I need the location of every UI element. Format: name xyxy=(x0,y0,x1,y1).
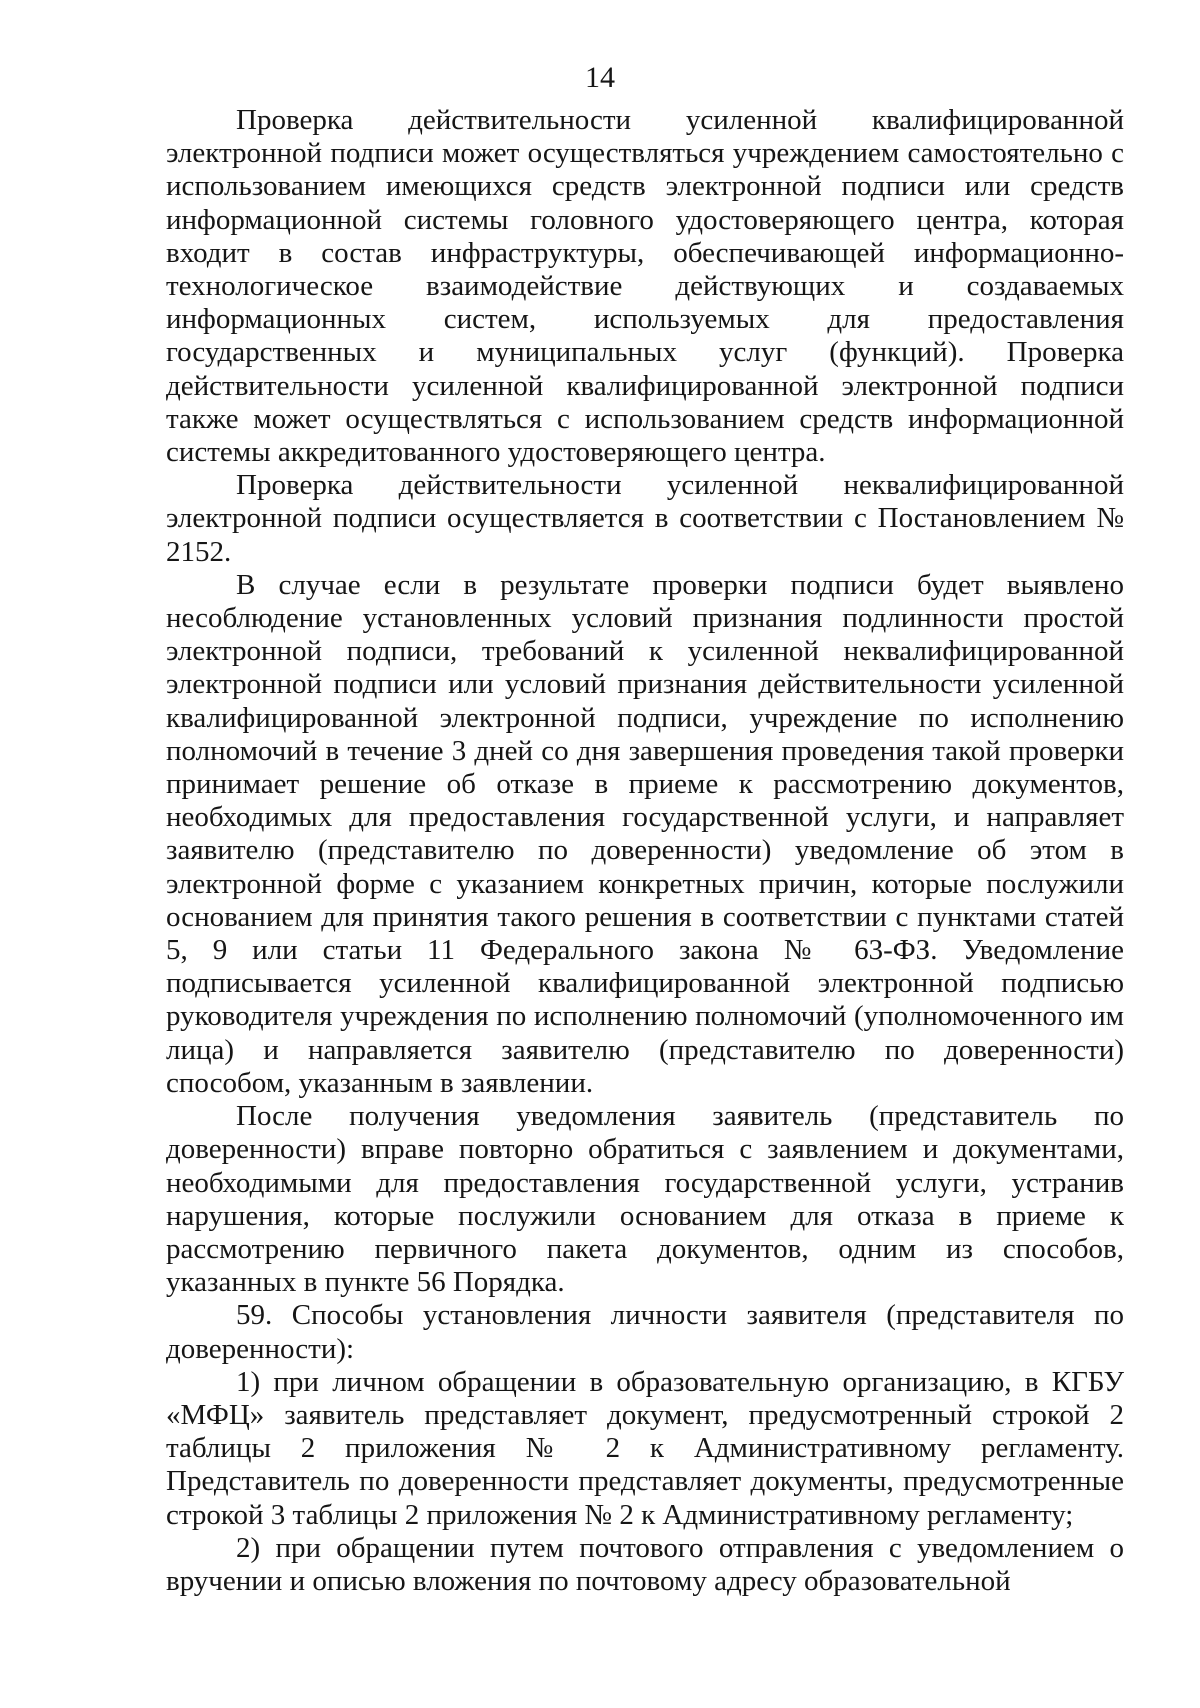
page-number: 14 xyxy=(585,61,615,94)
paragraph-verification-failure: В случае если в результате проверки подписи будет выявлено несоблюдение установленных условий признания подлинности простой электронной подписи, требований к усиленной неквалифицированной электронной подписи или условий признания действительности усиленной квалифицированной электронной подписи, учреждение по исполнению полномочий в течение 3 дней со дня завершения проведения такой проверки принимает решение об отказе в приеме к рассмотрению документов, необходимых для предоставления государственной услуги, и направляет заявителю (представителю по доверенности) уведомление об этом в электронной форме с указанием конкретных причин, которые послужили основанием для принятия такого решения в соответствии с пунктами статей 5, 9 или статьи 11 Федерального закона № 63-ФЗ. Уведомление подписывается усиленной квалифицированной электронной подписью руководителя учреждения по исполнению полномочий (уполномоченного им лица) и направляется заявителю (представителю по доверенности) способом, указанным в заявлении. xyxy=(166,568,1124,1099)
paragraph-item-59: 59. Способы установления личности заявителя (представителя по доверенности): xyxy=(166,1299,1124,1365)
document-body xyxy=(166,104,1124,1598)
paragraph-unqualified-signature: Проверка действительности усиленной неквалифицированной электронной подписи осуществляется в соответствии с Постановлением № 2152. xyxy=(166,469,1124,568)
paragraph-repeat-application: После получения уведомления заявитель (представитель по доверенности) вправе повторно обратиться с заявлением и документами, необходимыми для предоставления государственной услуги, устранив нарушения, которые послужили основанием для отказа в приеме к рассмотрению первичного пакета документов, одним из способов, указанных в пункте 56 Порядка. xyxy=(166,1100,1124,1299)
paragraph-subitem-2: 2) при обращении путем почтового отправления с уведомлением о вручении и описью вложения по почтовому адресу образовательной xyxy=(166,1531,1124,1597)
paragraph-signature-verification: Проверка действительности усиленной квалифицированной электронной подписи может осуществляться учреждением самостоятельно с использованием имеющихся средств электронной подписи или средств информационной системы головного удостоверяющего центра, которая входит в состав инфраструктуры, обеспечивающей информационно-технологическое взаимодействие действующих и создаваемых информационных систем, используемых для предоставления государственных и муниципальных услуг (функций). Проверка действительности усиленной квалифицированной электронной подписи также может осуществляться с использованием средств информационной системы аккредитованного удостоверяющего центра. xyxy=(166,104,1124,469)
paragraph-subitem-1: 1) при личном обращении в образовательную организацию, в КГБУ «МФЦ» заявитель представляет документ, предусмотренный строкой 2 таблицы 2 приложения № 2 к Административному регламенту. Представитель по доверенности представляет документы, предусмотренные строкой 3 таблицы 2 приложения № 2 к Административному регламенту; xyxy=(166,1365,1124,1531)
